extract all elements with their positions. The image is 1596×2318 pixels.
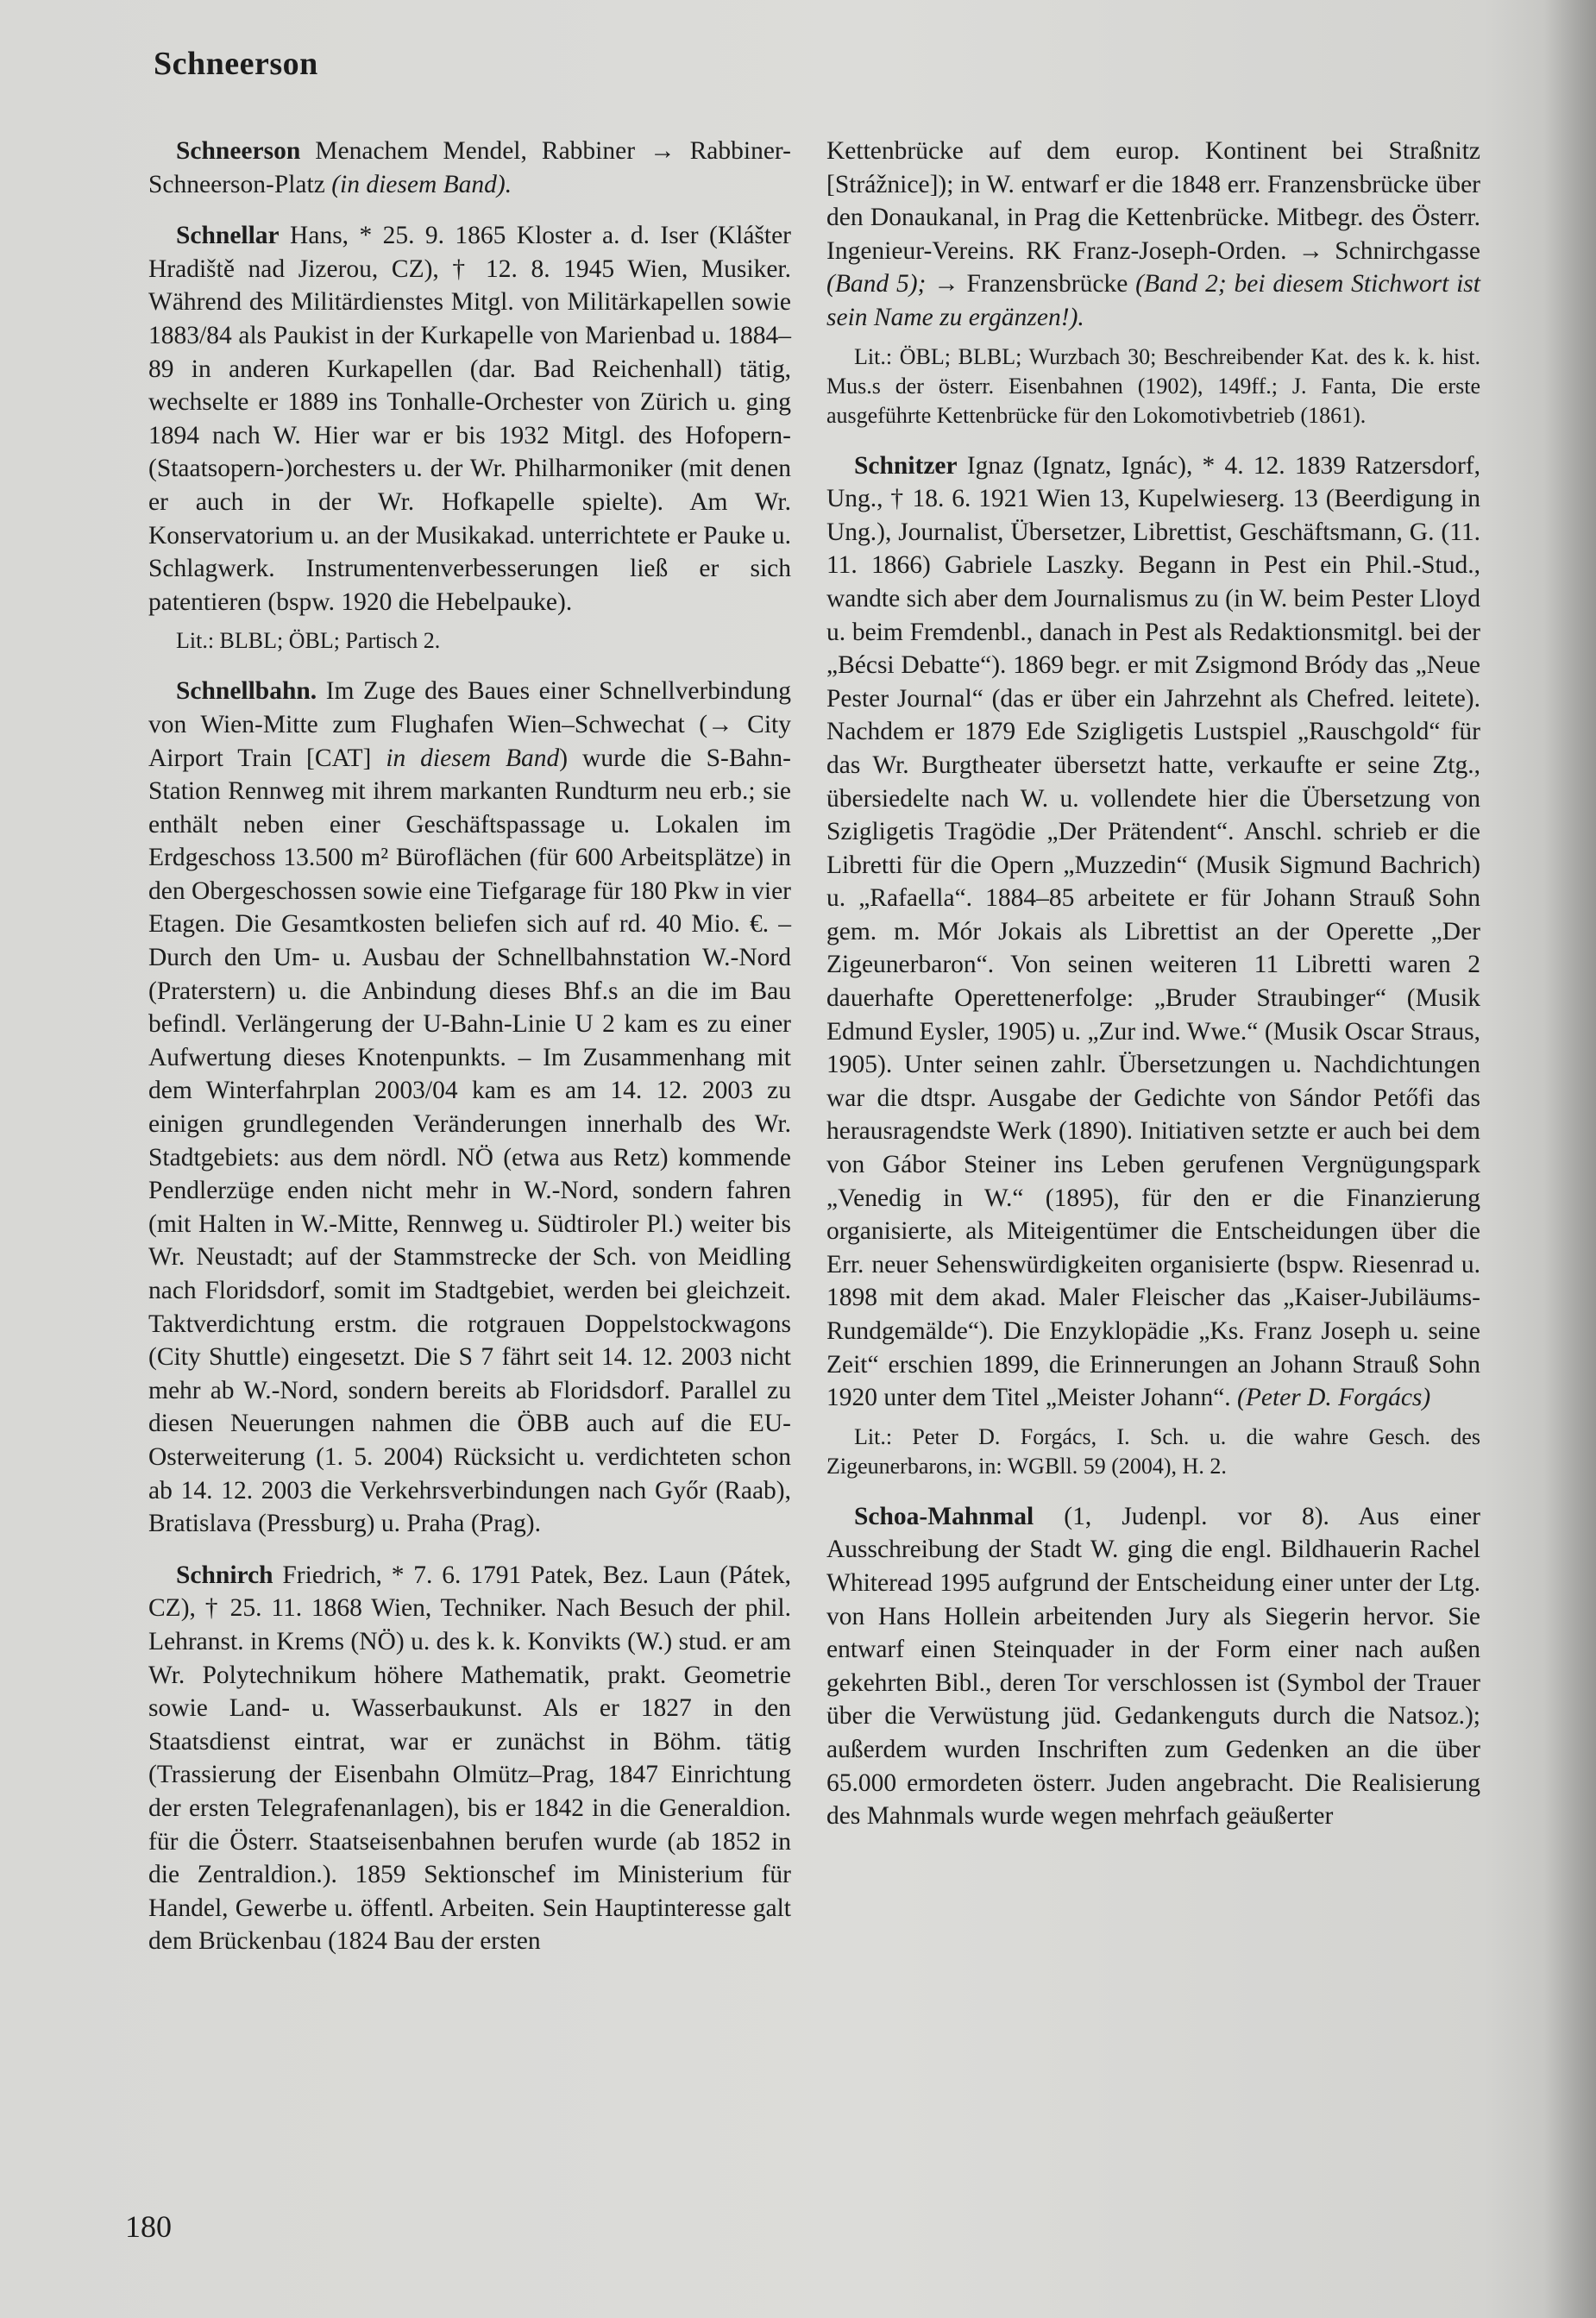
entry-schoa-mahnmal — [826, 1500, 1480, 1833]
page-number: 180 — [125, 2209, 172, 2244]
right-column — [826, 135, 1480, 1851]
entry-text: Im Zuge des Baues einer Schnellverbindung von Wien-Mitte zum Flughafen Wien–Schwechat (→ City Airport Train [CAT] — [148, 677, 791, 772]
entry-text: Ignaz (Ignatz, Ignác), * 4. 12. 1839 Ratzersdorf, Ung., † 18. 6. 1921 Wien 13, Kupelwieserg. 13 (Beerdigung in Ung.), Journalist, Übersetzer, Librettist, Geschäftsmann, G. (11. 11. 1866) Gabriele Laszky. Begann in Pest ein Phil.-Stud., wandte sich aber dem Journalismus zu (in W. beim Pester Lloyd u. beim Fremdenbl., danach in Pest als Redaktionsmitgl. bei der „Bécsi Debatte“). 1869 begr. er mit Zsigmond Bródy das „Neue Pester Journal“ (das er über ein Jahrzehnt als Chefred. leitete). Nachdem er 1879 Ede Szigligetis Lustspiel „Rauschgold“ für das Wr. Burgtheater übersetzt hatte, verkaufte er seine Ztg., übersiedelte nach W. u. vollendete hier die Übersetzung von Szigligetis Tragödie „Der Prätendent“. Anschl. schrieb er die Libretti für die Opern „Muzzedin“ (Musik Sigmund Bachrich) u. „Rafaella“. 1884–85 arbeitete er für Johann Strauß Sohn gem. m. Mór Jokais als Librettist an der Operette „Der Zigeunerbaron“. Von seinen weiteren 11 Libretti waren 2 dauerhafte Operettenerfolge: „Bruder Straubinger“ (Musik Edmund Eysler, 1905) u. „Zur ind. Wwe.“ (Musik Oscar Straus, 1905). Unter seinen zahlr. Übersetzungen u. Nachdichtungen war die dtspr. Ausgabe der Gedichte von Sándor Petőfi das herausragendste Werk (1890). Initiativen setzte er auch bei dem von Gábor Steiner ins Leben gerufenen Vergnügungspark „Venedig in W.“ (1895), für den er die Finanzierung organisierte, als Miteigentümer die Entscheidungen über die Err. neuer Sehenswürdigkeiten organisierte (bspw. Riesenrad u. 1898 mit dem akad. Maler Fleischer das „Kaiser-Jubiläums-Rundgemälde“). Die Enzyklopädie „Ks. Franz Joseph u. seine Zeit“ erschien 1899, die Erinnerungen an Johann Strauß Sohn 1920 unter dem Titel „Meister Johann“. — [826, 451, 1480, 1412]
lemma: Schnirch — [176, 1561, 273, 1589]
entry-schneerson — [148, 135, 791, 201]
cross-reference: (in diesem Band). — [331, 170, 512, 198]
cross-reference: (Band 5); — [826, 270, 927, 298]
entry-schnitzer — [826, 449, 1480, 1415]
entry-text: → Franzensbrücke — [926, 270, 1136, 298]
literature-note: Lit.: Peter D. Forgács, I. Sch. u. die wahre Gesch. des Zigeunerbarons, in: WGBll. 59 (2004), H. 2. — [826, 1423, 1480, 1479]
entry-text: (1, Judenpl. vor 8). Aus einer Ausschreibung der Stadt W. ging die engl. Bildhauerin Rachel Whiteread 1995 aufgrund der Entscheidung einer unter der Ltg. von Hans Hollein arbeitenden Jury als Siegerin hervor. Sie entwarf einen Steinquader in der Form einer nach außen gekehrten Bibl., deren Tor verschlossen ist (Symbol der Trauer über die Verwüstung jüd. Gedankenguts durch die Natsoz.); außerdem wurden Inschriften zum Gedenken an die über 65.000 ermordeten österr. Juden angebracht. Die Realisierung des Mahnmals wurde wegen mehrfach geäußerter — [826, 1502, 1480, 1831]
entry-schnellbahn — [148, 675, 791, 1540]
entry-text: Menachem Mendel, Rabbiner → Rabbiner-Schneerson-Platz — [148, 137, 791, 198]
literature-note: Lit.: BLBL; ÖBL; Partisch 2. — [176, 628, 441, 654]
entry-schnellar — [148, 219, 791, 619]
lemma: Schnitzer — [854, 451, 958, 480]
lemma: Schoa-Mahnmal — [854, 1502, 1034, 1530]
lemma: Schnellar — [176, 222, 280, 250]
cross-reference: (Band 2; bei diesem Stichwort ist sein Name zu ergänzen!). — [826, 270, 1480, 331]
entry-text: Hans, * 25. 9. 1865 Kloster a. d. Iser (Klášter Hradiště nad Jizerou, CZ), † 12. 8. 1945 Wien, Musiker. Während des Militärdienstes Mitgl. von Militärkapellen sowie 1883/84 als Paukist in der Kurkapelle von Marienbad u. 1884–89 in anderen Kurkapellen (dar. Bad Reichenhall) tätig, wechselte er 1889 ins Tonhalle-Orchester von Zürich u. ging 1894 nach W. Hier war er bis 1932 Mitgl. des Hofopern-(Staatsopern-)orchesters u. der Wr. Philharmoniker (mit denen er auch in der Wr. Hofkapelle spielte). Am Wr. Konservatorium u. an der Musikakad. unterrichtete er Pauke u. Schlagwerk. Instrumentenverbesserungen ließ er sich patentieren (bspw. 1920 die Hebelpauke). — [148, 222, 791, 616]
left-column — [148, 135, 791, 1976]
entry-text: Friedrich, * 7. 6. 1791 Patek, Bez. Laun (Pátek, CZ), † 25. 11. 1868 Wien, Techniker. Nach Besuch der phil. Lehranst. in Krems (NÖ) u. des k. k. Konvikts (W.) stud. er am Wr. Polytechnikum höhere Mathematik, prakt. Geometrie sowie Land- u. Wasserbaukunst. Als er 1827 in den Staatsdienst eintrat, war er zunächst in Böhm. tätig (Trassierung der Eisenbahn Olmütz–Prag, 1847 Einrichtung der ersten Telegrafenanlagen), bis er 1842 in die Generaldion. für die Österr. Staatseisenbahnen berufen wurde (ab 1852 in die Zentraldion.). 1859 Sektionschef im Ministerium für Handel, Gewerbe u. öffentl. Arbeiten. Sein Hauptinteresse galt dem Brückenbau (1824 Bau der ersten — [148, 1561, 791, 1956]
book-spine-shadow — [1544, 0, 1596, 2318]
author-signature: (Peter D. Forgács) — [1237, 1384, 1431, 1412]
entry-schnirch-continued — [826, 135, 1480, 335]
literature-note: Lit.: ÖBL; BLBL; Wurzbach 30; Beschreibender Kat. des k. k. hist. Mus.s der österr. Eisenbahnen (1902), 149ff.; J. Fanta, Die erste ausgeführte Kettenbrücke für den Lokomotivbetrieb (1861). — [826, 343, 1480, 428]
running-head: Schneerson — [154, 46, 318, 82]
entry-schnirch — [148, 1559, 791, 1958]
entry-text: Kettenbrücke auf dem europ. Kontinent bei Straßnitz [Strážnice]); in W. entwarf er die 1848 err. Franzensbrücke über den Donaukanal, in Prag die Kettenbrücke. Mitbegr. des Österr. Ingenieur-Vereins. RK Franz-Joseph-Orden. → Schnirchgasse — [826, 137, 1480, 265]
cross-reference: in diesem Band — [386, 744, 560, 772]
lemma: Schneerson — [176, 137, 301, 165]
entry-text: ) wurde die S-Bahn-Station Rennweg mit ihrem markanten Rundturm neu erb.; sie enthält neben einer Geschäftspassage u. Lokalen im Erdgeschoss 13.500 m² Büroflächen (für 600 Arbeitsplätze) in den Obergeschossen sowie eine Tiefgarage für 180 Pkw in vier Etagen. Die Gesamtkosten beliefen sich auf rd. 40 Mio. €. – Durch den Um- u. Ausbau der Schnellbahnstation W.-Nord (Praterstern) u. die Anbindung dieses Bhf.s an die im Bau befindl. Verlängerung der U-Bahn-Linie U 2 kam es zu einer Aufwertung dieses Knotenpunkts. – Im Zusammenhang mit dem Winterfahrplan 2003/04 kam es am 14. 12. 2003 zu einigen grundlegenden Veränderungen innerhalb des Wr. Stadtgebiets: aus dem nördl. NÖ (etwa aus Retz) kommende Pendlerzüge enden nicht mehr in W.-Nord, sondern fahren (mit Halten in W.-Mitte, Rennweg u. Südtiroler Pl.) weiter bis Wr. Neustadt; auf der Stammstrecke der Sch. von Meidling nach Floridsdorf, somit im Stadtgebiet, werden bei gleichzeit. Taktverdichtung erstm. die rotgrauen Doppelstockwagons (City Shuttle) eingesetzt. Die S 7 fährt seit 14. 12. 2003 nicht mehr ab W.-Nord, sondern bereits ab Floridsdorf. Parallel zu diesen Neuerungen nahmen die ÖBB auch auf die EU-Osterweiterung (1. 5. 2004) Rücksicht u. verdichteten schon ab 14. 12. 2003 die Verkehrsverbindungen nach Győr (Raab), Bratislava (Pressburg) u. Praha (Prag). — [148, 744, 791, 1538]
lemma: Schnellbahn. — [176, 677, 317, 706]
